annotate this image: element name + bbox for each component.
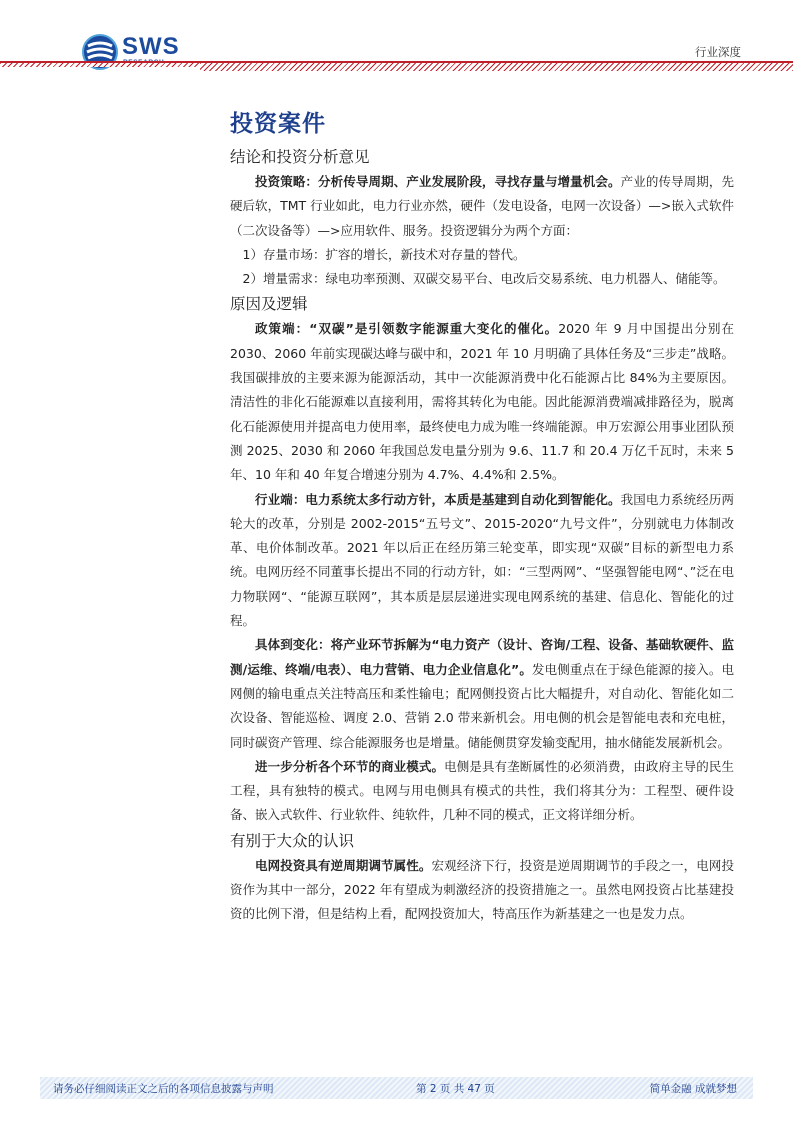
footer-slogan: 简单金融 成就梦想 xyxy=(649,1083,737,1095)
paragraph xyxy=(230,854,734,927)
paragraph-body: 2020 年 9 月中国提出分别在 2030、2060 年前实现碳达峰与碳中和，2021 年 10 月明确了具体任务及“三步走”战略。我国碳排放的主要来源为能源活动，其中一次能源消费中化石能源占比 84%为主要原因。清洁性的非化石能源难以直接利用，需将其转化为电能。因此能源消费端减排路径为，脱离化石能源使用并提高电力使用率，最终使电力成为唯一终端能源。申万宏源公用事业团队预测 2025、2030 和 2060 年我国总发电量分别为 9.6、11.7 和 20.4 万亿千瓦时，未来 5 年、10 年和 40 年复合增速分别为 4.7%、4.4%和 2.5%。 xyxy=(230,321,734,483)
paragraph-lead: 政策端：“双碳”是引领数字能源重大变化的催化。 xyxy=(255,321,559,337)
paragraph-body: 我国电力系统经历两轮大的改革，分别是 2002-2015“五号文”、2015-2020“九号文件”，分别就电力体制改革、电价体制改革。2021 年以后正在经历第三轮变革，即实现“双碳”目标的新型电力系统。电网历经不同董事长提出不同的行动方针，如：“三型两网”、“坚强智能电网“、”泛在电力物联网“、“能源互联网”，其本质是层层递进实现电网系统的基建、信息化、智能化的过程。 xyxy=(230,491,734,629)
paragraph-lead: 具体到变化：将产业环节拆解为“电力资产（设计、咨询/工程、设备、基础软硬件、监测/运维、终端/电表）、电力营销、电力企业信息化”。 xyxy=(230,637,734,677)
page-number: 第 2 页 共 47 页 xyxy=(416,1083,495,1095)
page-content xyxy=(230,104,734,927)
paragraph xyxy=(230,243,734,267)
page-footer xyxy=(0,1077,793,1101)
footer-disclaimer: 请务必仔细阅读正文之后的各项信息披露与声明 xyxy=(53,1083,274,1095)
section-heading: 原因及逻辑 xyxy=(230,295,308,314)
paragraph-lead: 行业端：电力系统太多行动方针，本质是基建到自动化到智能化。 xyxy=(255,491,621,507)
header-hatch xyxy=(200,63,793,71)
paragraph xyxy=(230,755,734,828)
paragraph xyxy=(230,488,734,634)
paragraph xyxy=(230,633,734,754)
paragraph-lead: 进一步分析各个环节的商业模式。 xyxy=(255,758,445,774)
paragraph xyxy=(230,317,734,487)
paragraph-body: 宏观经济下行，投资是逆周期调节的手段之一，电网投资作为其中一部分，2022 年有望成为刺激经济的投资措施之一。虽然电网投资占比基建投资的比例下滑，但是结构上看，配网投资加大，特高压作为新基建之一也是发力点。 xyxy=(230,857,734,922)
page-title: 投资案件 xyxy=(230,111,326,137)
paragraph xyxy=(230,267,734,291)
logo-text: SWS xyxy=(122,33,180,60)
paragraph xyxy=(230,170,734,243)
paragraph-body: 电侧是具有垄断属性的必须消费，由政府主导的民生工程，具有独特的模式。电网与用电侧具有模式的共性，我们将其分为：工程型、硬件设备、嵌入式软件、行业软件、纯软件，几种不同的模式，正文将详细分析。 xyxy=(230,758,734,823)
report-type-label: 行业深度 xyxy=(695,45,741,59)
paragraph-body: 2）增量需求：绿电功率预测、双碳交易平台、电改后交易系统、电力机器人、储能等。 xyxy=(242,271,726,287)
paragraph-lead: 电网投资具有逆周期调节属性。 xyxy=(255,857,432,873)
page-header xyxy=(0,0,793,80)
header-hatch-left xyxy=(0,63,200,67)
section-heading: 有别于大众的认识 xyxy=(230,831,355,850)
paragraph-lead: 投资策略：分析传导周期、产业发展阶段，寻找存量与增量机会。 xyxy=(255,174,621,189)
paragraph-body: 产业的传导周期，先硬后软，TMT 行业如此，电力行业亦然，硬件（发电设备，电网一次设备）—>嵌入式软件（二次设备等）—>应用软件、服务。投资逻辑分为两个方面： xyxy=(230,174,734,238)
section-heading: 结论和投资分析意见 xyxy=(230,148,370,166)
paragraph-body: 发电侧重点在于绿色能源的接入。电网侧的输电重点关注特高压和柔性输电；配网侧投资占比大幅提升，对自动化、智能化如二次设备、智能巡检、调度 2.0、营销 2.0 带来新机会。用电侧的机会是智能电表和充电桩，同时碳资产管理、综合能源服务也是增量。储能侧贯穿发输变配用，抽水储能发展新机会。 xyxy=(230,661,734,750)
paragraph-body: 1）存量市场：扩容的增长，新技术对存量的替代。 xyxy=(242,246,526,262)
